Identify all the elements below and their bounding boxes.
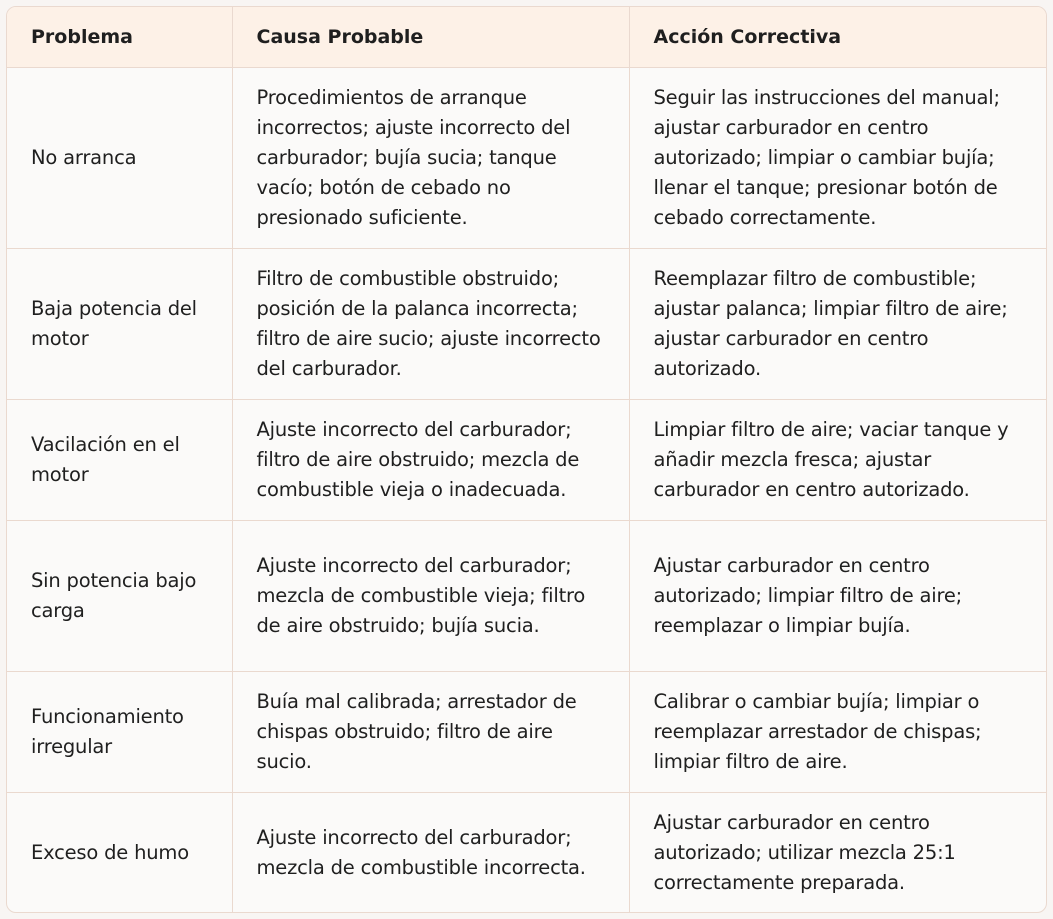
- table-header: [7, 7, 1046, 67]
- action-cell: Reemplazar filtro de combustible; ajustar palanca; limpiar filtro de aire; ajustar carburador en centro autorizado.: [629, 248, 1046, 399]
- cause-cell: Buía mal calibrada; arrestador de chispas obstruido; filtro de aire sucio.: [232, 671, 629, 792]
- cause-cell: Procedimientos de arranque incorrectos; ajuste incorrecto del carburador; bujía sucia; tanque vacío; botón de cebado no presionado suficiente.: [232, 67, 629, 248]
- problem-cell: No arranca: [7, 67, 232, 248]
- action-cell: Calibrar o cambiar bujía; limpiar o reemplazar arrestador de chispas; limpiar filtro de aire.: [629, 671, 1046, 792]
- problem-cell: Exceso de humo: [7, 792, 232, 913]
- action-cell: Ajustar carburador en centro autorizado; utilizar mezcla 25:1 correctamente preparada.: [653, 811, 956, 895]
- column-header-cause: Causa Probable: [232, 7, 629, 67]
- problem-cell: Baja potencia del motor: [7, 248, 232, 399]
- table-row: [7, 792, 1046, 913]
- column-header-problem: Problema: [7, 7, 232, 67]
- troubleshooting-table-container: [6, 6, 1047, 913]
- troubleshooting-table: [7, 7, 1046, 913]
- header-row: [7, 7, 1046, 67]
- cause-cell: Ajuste incorrecto del carburador; mezcla de combustible incorrecta.: [232, 792, 629, 913]
- table-row: [7, 671, 1046, 792]
- cause-cell: Ajuste incorrecto del carburador; mezcla de combustible vieja; filtro de aire obstruido; bujía sucia.: [232, 520, 629, 671]
- action-cell: Ajustar carburador en centro autorizado; limpiar filtro de aire; reemplazar o limpiar bujía.: [629, 520, 1046, 671]
- column-header-action: Acción Correctiva: [629, 7, 1046, 67]
- table-row: [7, 399, 1046, 520]
- table-row: [7, 67, 1046, 248]
- table-body: [7, 67, 1046, 913]
- cause-cell: Ajuste incorrecto del carburador; filtro de aire obstruido; mezcla de combustible vieja o inadecuada.: [232, 399, 629, 520]
- problem-cell: Funcionamiento irregular: [7, 671, 232, 792]
- cause-cell: Filtro de combustible obstruido; posición de la palanca incorrecta; filtro de aire sucio; ajuste incorrecto del carburador.: [232, 248, 629, 399]
- problem-cell: Vacilación en el motor: [7, 399, 232, 520]
- action-cell: Seguir las instrucciones del manual; ajustar carburador en centro autorizado; limpiar o cambiar bujía; llenar el tanque; presionar botón de cebado correctamente.: [629, 67, 1046, 248]
- problem-cell: Sin potencia bajo carga: [7, 520, 232, 671]
- action-cell: Limpiar filtro de aire; vaciar tanque y añadir mezcla fresca; ajustar carburador en centro autorizado.: [629, 399, 1046, 520]
- table-row: [7, 248, 1046, 399]
- table-row: [7, 520, 1046, 671]
